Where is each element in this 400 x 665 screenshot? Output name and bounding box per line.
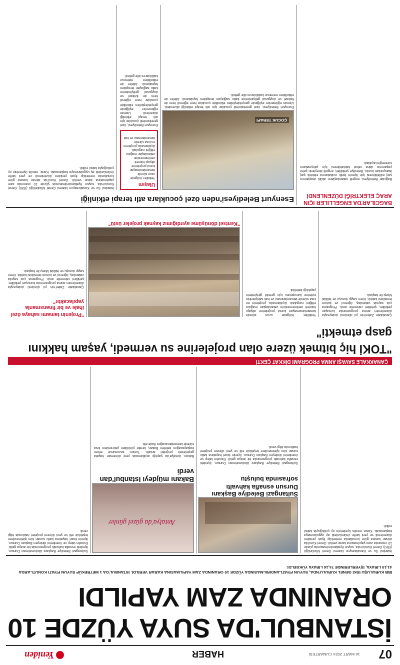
- esenyurt-text-2: Esenyurt Belediyesi, özel gereksinimli çocuklar için atlı terapi etkinliği düzenledi. Uzman eğitmenler eşliğinde gerçekleştirilen etkinlikte çocuklar hem eğlendi hem de fiziksel ve duygusal gelişimlerine katkı sağlayan terapiden faydalandı. Aileler de etkinlikten memnun kaldıklarını dile getirdi.: [120, 73, 158, 127]
- masthead-rule: [6, 645, 394, 646]
- feature-kicker: ÇANAKKALE SAVAŞI ANMA PROGRAMI DİKKAT ÇEKTİ: [255, 358, 388, 364]
- esenyurt-text-3: İstanbul Su ve Kanalizasyon İdaresi Genel Müdürlüğü (İSKİ) Genel Kurulu'nda, suyun fiyatlandırılmasında yüzde 10 oranında zam yapılmasına karar verildi. Genel Kurul'da alınan karara göre konutlarda metreküp fiyatı yeniden düzenlendi ve yeni tarife önümüzdeki ay uygulanmaya başlanacak. Karar, meclis üyelerinin oy çokluğuyla kabul edildi.: [8, 165, 114, 190]
- event-photo: [92, 483, 194, 553]
- brand-name: Yeniden: [24, 650, 54, 660]
- feature-kicker-bar: [8, 357, 392, 365]
- pull-quote-1: "Projenin tamamı sahaya özel ihale ve bir finansmanla yapılacaktır": [10, 298, 84, 317]
- ulasim-label: Ulaşım: [138, 181, 155, 187]
- lead-headline-line-2: ORANINDA ZAM YAPILDI: [78, 582, 392, 612]
- bagcilar-headline: BAĞCILAR'DA ENGELLİLER İÇİN ARAÇ ELEKTRİĞİ DÜZENLENDİ: [303, 192, 392, 205]
- bagcilar-story-text: Bağcılar Belediyesi, engelli vatandaşların akülü araçlarının şarj edilebilmesi için ilçenin farklı noktalarına elektrik şarj istasyonları kurdu. Belediye yetkilileri, engelli bireylerin şehir yaşamına daha rahat katılabilmesi için çalışmaların süreceğini açıkladı.: [300, 160, 392, 181]
- ulasim-text: Yetkililer, bölgede uzun süredir tamamlanamayan konut projelerine altyapı hizmeti verilmemesinin vatandaşları mağdur ettiğini vurguladı. Açıklamada, projelerin en kısa sürede tamamlanması ve hak: [123, 136, 155, 180]
- feature-text-3: Çanakkale Zaferi'nin yıl dönümü dolayısıyla düzenlenen anma programında konuşan yetkililer, şehitleri rahmetle andı. Programa çok sayıda vatandaş, öğrenci ve kurum temsilcisi katıldı; tören saygı duruşu ve İstiklal Marşı ile başladı.: [8, 268, 84, 289]
- column-rule: [87, 211, 88, 317]
- horse-therapy-photo: [162, 110, 294, 190]
- photo-label: ÇOCUK TERAPİ: [256, 118, 287, 123]
- assembly-hall-photo: [88, 227, 240, 317]
- section-label: HABER: [191, 649, 224, 659]
- right-column-text: Sultangazi Belediye Başkanı Abdurrahman Dursun, ilçedeki esnafla kahvaltı programında bir araya geldi. Esnafın talep ve önerilerini dinleyen Başkan Dursun, ilçenin ticari hayatına katkı sunan tüm işletmecilere teşekkür etti ve yeni dönem projeleri hakkında bilgi verdi.: [8, 528, 88, 553]
- column-rule: [197, 367, 198, 553]
- esnaf-breakfast-photo: [198, 497, 298, 553]
- feature-headline: "TOKİ hiç bitmek üzere olan projelerine su vermedi, yaşam hakkını gasp etmekti": [28, 326, 392, 354]
- column-rule: [301, 367, 302, 553]
- esenyurt-headline: Esenyurt Belediyesi'nden özel çocuklara atlı terapi etkinliği: [80, 195, 294, 204]
- pull-quote-2: "Kentsel dönüşüme ayırdığımız kaynak projeler üstü": [108, 220, 240, 226]
- feature-text-1: Çanakkale Zaferi'nin yıl dönümü dolayısıyla düzenlenen anma programında konuşan yetkililer, şehitleri rahmetle andı. Programa çok sayıda vatandaş, öğrenci ve kurum temsilcisi katıldı; tören saygı duruşu ve İstiklal Marşı ile başladı.: [322, 292, 392, 317]
- sultangazi-headline: Sultangazi Belediye Başkanı Dursun esnafla kahvaltı sofrasında buluştu: [211, 475, 298, 497]
- lead-headline-line-1: İSTANBUL'DA SUYA YÜZDE 10: [8, 613, 392, 643]
- column-rule: [161, 5, 162, 190]
- logo-mark-icon: [56, 651, 64, 659]
- brand-logo: [6, 648, 64, 661]
- column-rule: [117, 5, 118, 190]
- page-number: 07: [378, 647, 392, 661]
- feature-text-2: Yetkililer, bölgede uzun süredir tamamlanamayan konut projelerine altyapı hizmeti verilmemesinin vatandaşları mağdur ettiğini vurguladı. Açıklamada, projelerin en kısa sürede tamamlanması ve hak sahiplerinin evlerine kavuşması için gerekli girişimlerin yapıldığı belirtildi.: [246, 288, 316, 317]
- column-rule: [319, 211, 320, 317]
- issue-date: 16 MART 2024 CUMARTESİ: [308, 652, 360, 657]
- photo-caption-overlay: Antalya'da güzel günler: [108, 518, 175, 526]
- masthead: [0, 647, 400, 661]
- middle-headline: Bakanı müjdeyi İstanbul'dan verdi: [99, 466, 194, 482]
- middle-story-text: Bakan, Antalya'da yaptığı açıklamada yeni dönemde hayata geçirilecek projeleri anlattı. Turizm sezonunun erken başlayacağını belirten Bakan, kentte yürütülen yatırımların kısa sürede tamamlanacağını ifade etti.: [94, 441, 194, 458]
- lead-headline: [8, 577, 392, 643]
- sultangazi-story-text: Sultangazi Belediye Başkanı Abdurrahman Dursun, ilçedeki esnafla kahvaltı programında bir araya geldi. Esnafın talep ve önerilerini dinleyen Başkan Dursun, ilçenin ticari hayatına katkı sunan tüm işletmecilere teşekkür etti ve yeni dönem projeleri hakkında bilgi verdi.: [200, 444, 298, 465]
- lead-rule: [6, 555, 394, 556]
- column-rule: [91, 367, 92, 553]
- feature-rule: [6, 207, 394, 208]
- ulasim-box: [120, 130, 158, 190]
- column-rule: [243, 211, 244, 317]
- lead-deck: İBB KURULUŞU İSKİ GENEL KURULU'NDA, SUYUN FİYATLANDIRILMASINDA YÜZDE 10 ORANINDA ZAM YAPILMASINA KARAR VERİLDİ. İSTANBUL'DA 1 METREKÜP SUYUN FİYATI KONUTLARDA 41,10 LİRAYA, İŞYERLERİNDE 74,16 LİRAYA YÜKSELDİ.: [18, 564, 392, 575]
- lead-story-text: İstanbul Su ve Kanalizasyon İdaresi Genel Müdürlüğü (İSKİ) Genel Kurulu'nda, suyun fiyatlandırılmasında yüzde 10 oranında zam yapılmasına karar verildi. Genel Kurul'da alınan karara göre konutlarda metreküp fiyatı yeniden düzenlendi ve yeni tarife önümüzdeki ay uygulanmaya başlanacak. Karar, meclis üyelerinin oy çokluğuyla kabul edildi.: [304, 524, 392, 553]
- esenyurt-text-1: Esenyurt Belediyesi, özel gereksinimli çocuklar için atlı terapi etkinliği düzenledi. Uzman eğitmenler eşliğinde gerçekleştirilen etkinlikte çocuklar hem eğlendi hem de fiziksel ve duygusal gelişimlerine katkı sağlayan terapiden faydalandı. Aileler de etkinlikten memnun kaldıklarını dile getirdi.: [164, 92, 294, 109]
- column-rule: [297, 5, 298, 205]
